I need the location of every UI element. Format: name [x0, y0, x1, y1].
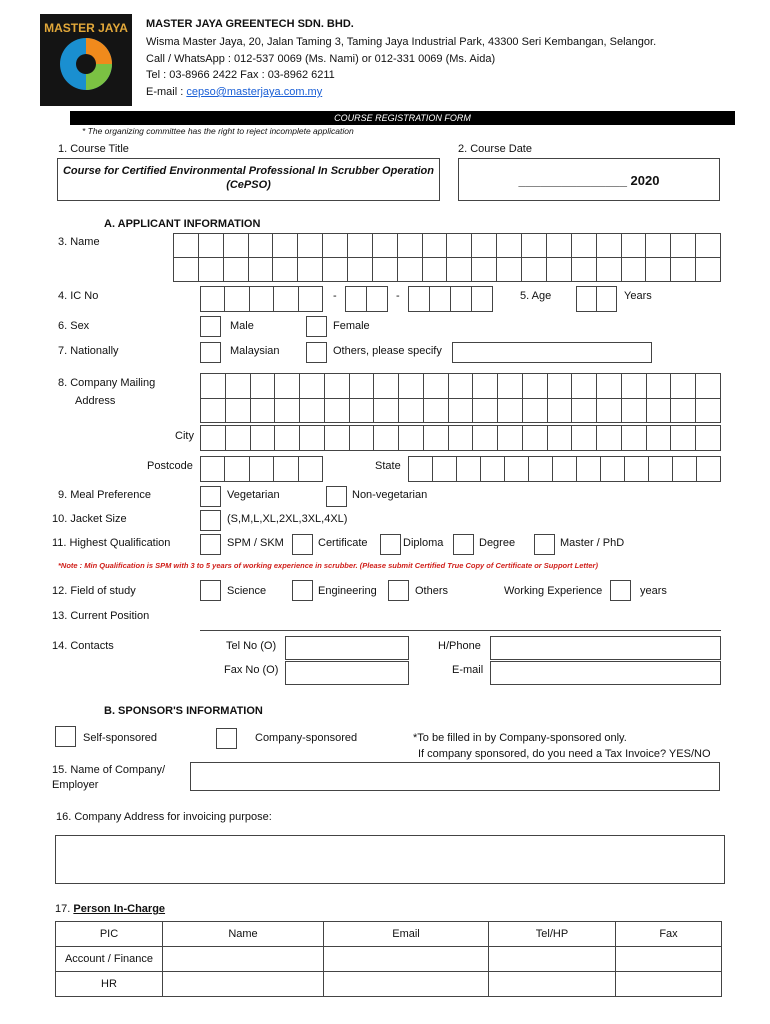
postcode-label: Postcode: [147, 460, 193, 472]
pic-header-row: [56, 922, 722, 947]
ic-grid-3[interactable]: [408, 286, 493, 312]
field-label: 12. Field of study: [52, 585, 136, 597]
name-label: 3. Name: [58, 236, 100, 248]
pic-table: [55, 921, 722, 997]
nonveg-label: Non-vegetarian: [352, 489, 428, 501]
company-email-row: [146, 86, 322, 98]
employer-label-1: 15. Name of Company/: [52, 764, 166, 776]
others-specify-label: Others, please specify: [333, 345, 442, 357]
ic-label: 4. IC No: [58, 290, 99, 302]
ic-dash-1: -: [333, 290, 337, 302]
others-nationality-checkbox[interactable]: [306, 342, 327, 363]
degree-label: Degree: [479, 537, 516, 549]
male-label: Male: [230, 320, 254, 332]
work-exp-label: Working Experience: [504, 585, 603, 597]
vegetarian-checkbox[interactable]: [200, 486, 221, 507]
email-link[interactable]: cepso@masterjaya.com.my: [186, 86, 323, 98]
invoice-address-field[interactable]: [55, 835, 725, 884]
email-label: E-mail :: [146, 86, 187, 98]
self-sponsored-label: Self-sponsored: [83, 732, 157, 744]
employer-label-2: Employer: [52, 779, 99, 791]
email-field-label: E-mail: [452, 664, 484, 676]
form-banner: [70, 111, 735, 125]
self-sponsored-checkbox[interactable]: [55, 726, 76, 747]
table-cell[interactable]: [163, 972, 324, 997]
malaysian-checkbox[interactable]: [200, 342, 221, 363]
qualification-label: 11. Highest Qualification: [52, 537, 171, 549]
position-field[interactable]: [200, 605, 721, 631]
table-cell[interactable]: [324, 972, 489, 997]
table-cell[interactable]: [489, 972, 616, 997]
master-checkbox[interactable]: [534, 534, 555, 555]
course-title-box: [57, 158, 440, 201]
course-date-value: _______________ 2020: [518, 173, 660, 188]
jacket-checkbox[interactable]: [200, 510, 221, 531]
section-b-title: B. SPONSOR'S INFORMATION: [104, 705, 263, 717]
company-call: Call / WhatsApp : 012-537 0069 (Ms. Nami) or 012-331 0069 (Ms. Aida): [146, 53, 496, 65]
master-label: Master / PhD: [560, 537, 625, 549]
course-date-box[interactable]: [458, 158, 720, 201]
nationality-label: 7. Nationally: [58, 345, 119, 357]
certificate-checkbox[interactable]: [292, 534, 313, 555]
hphone-field[interactable]: [490, 636, 721, 660]
qualification-note: *Note : Min Qualification is SPM with 3 to 5 years of working experience in scrubber. (Please submit Certified True Copy of Certificate or Support Letter): [58, 561, 598, 570]
science-checkbox[interactable]: [200, 580, 221, 601]
age-grid[interactable]: [576, 286, 617, 312]
tel-label: Tel No (O): [226, 640, 277, 652]
pic-title-text: Person In-Charge: [73, 903, 166, 915]
table-row: [56, 972, 722, 997]
contacts-label: 14. Contacts: [52, 640, 114, 652]
certificate-label: Certificate: [318, 537, 368, 549]
postcode-grid[interactable]: [200, 456, 323, 482]
svg-text:MASTER JAYA: MASTER JAYA: [44, 21, 128, 35]
diploma-checkbox[interactable]: [380, 534, 401, 555]
top-note: * The organizing committee has the right to reject incomplete application: [82, 126, 354, 136]
science-label: Science: [227, 585, 267, 597]
pic-title-number: 17.: [55, 903, 74, 915]
others-specify-field[interactable]: [452, 342, 652, 363]
vegetarian-label: Vegetarian: [227, 489, 280, 501]
spm-checkbox[interactable]: [200, 534, 221, 555]
mailing-label-1: 8. Company Mailing: [58, 377, 156, 389]
sponsor-note-2: If company sponsored, do you need a Tax Invoice? YES/NO: [418, 748, 711, 760]
company-tel-fax: Tel : 03-8966 2422 Fax : 03-8962 6211: [146, 69, 335, 81]
meal-label: 9. Meal Preference: [58, 489, 151, 501]
male-checkbox[interactable]: [200, 316, 221, 337]
jacket-sizes: (S,M,L,XL,2XL,3XL,4XL): [227, 513, 348, 525]
others-field-label: Others: [415, 585, 449, 597]
address-grid[interactable]: [200, 373, 721, 423]
others-field-checkbox[interactable]: [388, 580, 409, 601]
table-cell[interactable]: [324, 947, 489, 972]
course-date-label: 2. Course Date: [458, 143, 532, 155]
table-cell[interactable]: [163, 947, 324, 972]
diploma-label: Diploma: [403, 537, 444, 549]
city-label: City: [175, 430, 194, 442]
female-checkbox[interactable]: [306, 316, 327, 337]
engineering-label: Engineering: [318, 585, 377, 597]
city-grid[interactable]: [200, 425, 721, 451]
section-a-title: A. APPLICANT INFORMATION: [104, 218, 261, 230]
email-field[interactable]: [490, 661, 721, 685]
company-sponsored-label: Company-sponsored: [255, 732, 358, 744]
pic-title: [55, 903, 165, 915]
form-banner-title: COURSE REGISTRATION FORM: [334, 113, 471, 123]
company-logo: [40, 14, 132, 106]
work-exp-field[interactable]: [610, 580, 631, 601]
jacket-label: 10. Jacket Size: [52, 513, 127, 525]
nonveg-checkbox[interactable]: [326, 486, 347, 507]
pic-header-tel: Tel/HP: [489, 922, 616, 947]
age-label: 5. Age: [520, 290, 552, 302]
name-grid[interactable]: [173, 233, 721, 282]
pic-row-label: HR: [56, 972, 163, 997]
invoice-address-label: 16. Company Address for invoicing purpose:: [56, 811, 272, 823]
pic-header-pic: PIC: [56, 922, 163, 947]
company-address: Wisma Master Jaya, 20, Jalan Taming 3, Taming Jaya Industrial Park, 43300 Seri Kembangan, Selangor.: [146, 36, 657, 48]
company-sponsored-checkbox[interactable]: [216, 728, 237, 749]
course-title-line2: (CePSO): [226, 179, 271, 191]
years-label: Years: [624, 290, 652, 302]
tel-field[interactable]: [285, 636, 409, 660]
sponsor-note-1: *To be filled in by Company-sponsored only.: [413, 732, 627, 744]
sex-label: 6. Sex: [58, 320, 90, 332]
malaysian-label: Malaysian: [230, 345, 280, 357]
hphone-label: H/Phone: [438, 640, 481, 652]
course-title-line1: Course for Certified Environmental Professional In Scrubber Operation: [62, 165, 434, 177]
work-exp-years: years: [640, 585, 667, 597]
table-cell[interactable]: [616, 972, 722, 997]
female-label: Female: [333, 320, 370, 332]
employer-field[interactable]: [190, 762, 720, 791]
table-row: [56, 947, 722, 972]
engineering-checkbox[interactable]: [292, 580, 313, 601]
ic-dash-2: -: [396, 290, 400, 302]
ic-grid-1[interactable]: [200, 286, 323, 312]
spm-label: SPM / SKM: [227, 537, 284, 549]
degree-checkbox[interactable]: [453, 534, 474, 555]
course-title-label: 1. Course Title: [58, 143, 129, 155]
state-label: State: [375, 460, 401, 472]
fax-field[interactable]: [285, 661, 409, 685]
fax-label: Fax No (O): [224, 664, 279, 676]
table-cell[interactable]: [616, 947, 722, 972]
company-name: MASTER JAYA GREENTECH SDN. BHD.: [146, 18, 354, 30]
table-cell[interactable]: [489, 947, 616, 972]
pic-header-name: Name: [163, 922, 324, 947]
pic-header-email: Email: [324, 922, 489, 947]
ic-grid-2[interactable]: [345, 286, 388, 312]
pic-row-label: Account / Finance: [56, 947, 163, 972]
mailing-label-2: Address: [75, 395, 116, 407]
state-grid[interactable]: [408, 456, 721, 482]
pic-header-fax: Fax: [616, 922, 722, 947]
position-label: 13. Current Position: [52, 610, 150, 622]
